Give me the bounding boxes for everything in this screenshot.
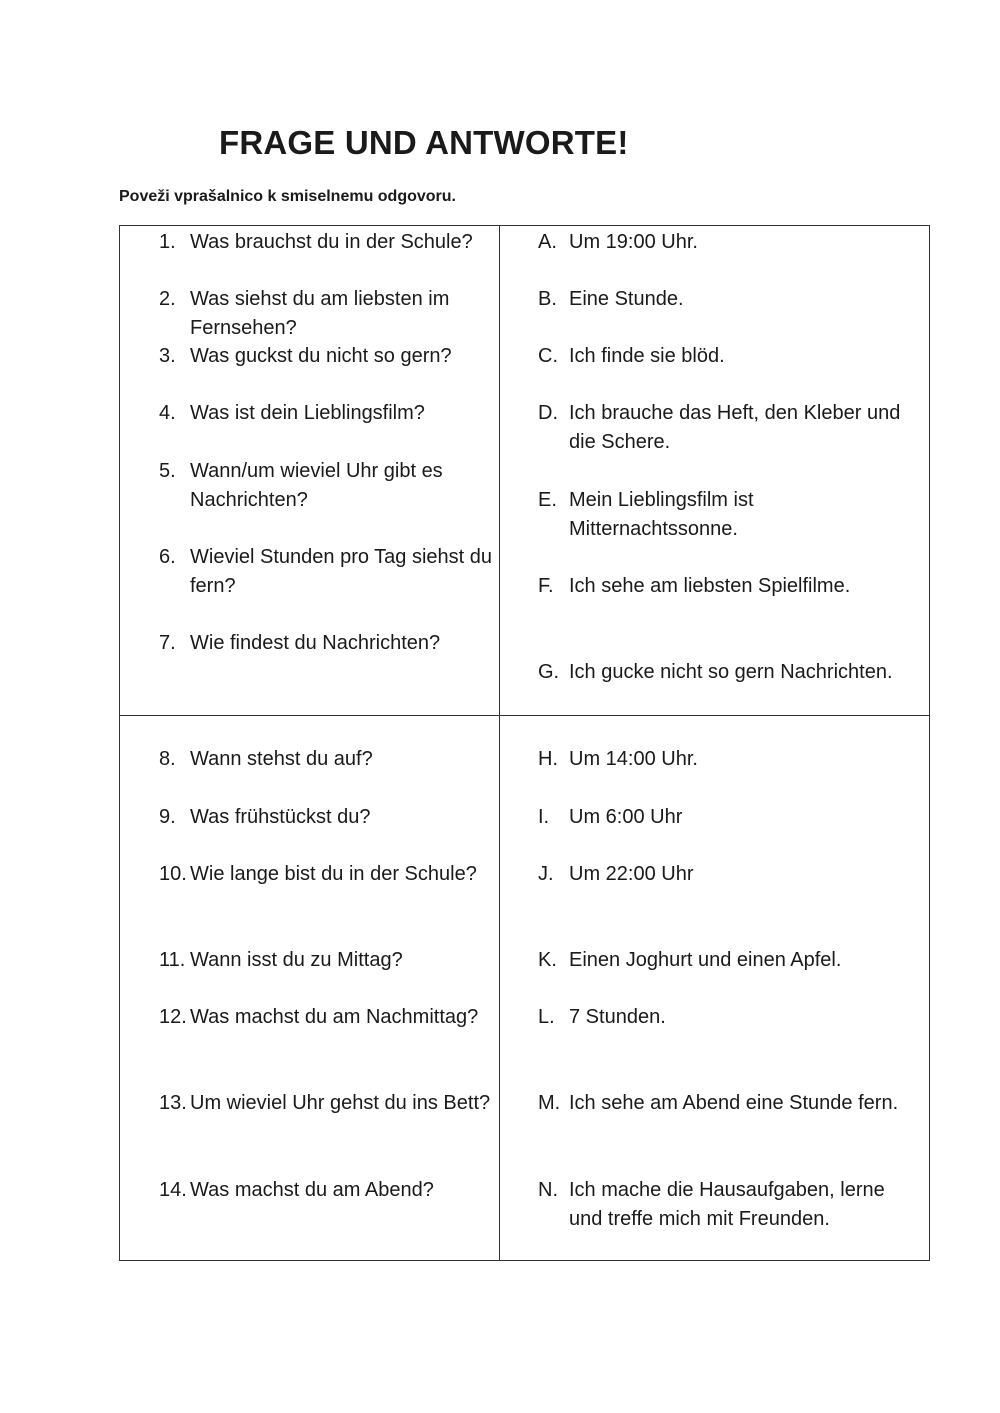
question-text: Wann isst du zu Mittag? (190, 949, 403, 971)
page-title: FRAGE UND ANTWORTE! (219, 124, 629, 161)
question-number: 4. (159, 402, 176, 424)
questions-cell-2 (120, 716, 500, 1261)
question-number: 9. (159, 806, 176, 828)
answer-item (538, 1176, 918, 1233)
question-number: 7. (159, 632, 176, 654)
answer-letter: H. (538, 748, 558, 770)
answer-item (538, 572, 918, 601)
questions-cell-1 (120, 226, 500, 716)
answer-text: Ich gucke nicht so gern Nachrichten. (569, 661, 893, 683)
question-text: Was frühstückst du? (190, 806, 371, 828)
answer-item (538, 342, 918, 371)
answer-text: Einen Joghurt und einen Apfel. (569, 949, 842, 971)
matching-table (119, 225, 930, 1261)
answer-text: Um 22:00 Uhr (569, 863, 694, 885)
question-text: Wie lange bist du in der Schule? (190, 863, 477, 885)
answer-text: Ich finde sie blöd. (569, 345, 725, 367)
answer-item (538, 1089, 918, 1118)
question-text: Was brauchst du in der Schule? (190, 231, 473, 253)
answer-item (538, 285, 918, 314)
answer-text: Um 14:00 Uhr. (569, 748, 698, 770)
answer-letter: M. (538, 1092, 561, 1114)
answer-letter: N. (538, 1179, 558, 1201)
question-item (159, 629, 499, 658)
question-item (159, 1176, 499, 1205)
block-2-row (120, 716, 930, 1261)
answer-text: Ich sehe am Abend eine Stunde fern. (569, 1092, 899, 1114)
question-number: 13. (159, 1092, 187, 1114)
answer-letter: B. (538, 288, 557, 310)
answer-item (538, 745, 918, 774)
question-text: Wieviel Stunden pro Tag siehst du fern? (190, 546, 493, 597)
answer-item (538, 228, 918, 257)
answer-letter: L. (538, 1006, 555, 1028)
question-item (159, 543, 499, 600)
answer-text: 7 Stunden. (569, 1006, 666, 1028)
answer-letter: A. (538, 231, 557, 253)
question-number: 10. (159, 863, 187, 885)
question-item (159, 399, 499, 428)
question-text: Was ist dein Lieblingsfilm? (190, 402, 425, 424)
question-text: Was machst du am Nachmittag? (190, 1006, 479, 1028)
answer-item (538, 1003, 918, 1032)
answer-item (538, 399, 918, 456)
answer-item (538, 658, 918, 687)
question-number: 3. (159, 345, 176, 367)
answer-item (538, 860, 918, 889)
question-number: 8. (159, 748, 176, 770)
answer-letter: D. (538, 402, 558, 424)
question-number: 11. (159, 949, 186, 971)
question-item (159, 745, 499, 774)
question-text: Was guckst du nicht so gern? (190, 345, 452, 367)
question-item (159, 285, 499, 342)
question-text: Wann/um wieviel Uhr gibt es Nachrichten? (190, 460, 443, 511)
question-text: Um wieviel Uhr gehst du ins Bett? (190, 1092, 491, 1114)
question-number: 2. (159, 288, 176, 310)
question-item (159, 342, 499, 371)
question-number: 5. (159, 460, 176, 482)
question-number: 12. (159, 1006, 187, 1028)
question-number: 6. (159, 546, 176, 568)
answer-letter: K. (538, 949, 557, 971)
answer-letter: J. (538, 863, 554, 885)
question-number: 14. (159, 1179, 187, 1201)
question-item (159, 457, 499, 514)
answer-text: Ich mache die Hausaufgaben, lerne und treffe mich mit Freunden. (569, 1179, 885, 1230)
question-item (159, 1003, 499, 1032)
question-item (159, 803, 499, 832)
instruction-text: Poveži vprašalnico k smiselnemu odgovoru. (119, 188, 456, 205)
answers-cell-2 (500, 716, 930, 1261)
block-1-row (120, 226, 930, 716)
answer-letter: F. (538, 575, 554, 597)
question-text: Wie findest du Nachrichten? (190, 632, 441, 654)
answer-text: Eine Stunde. (569, 288, 684, 310)
answer-text: Ich sehe am liebsten Spielfilme. (569, 575, 851, 597)
question-text: Was machst du am Abend? (190, 1179, 434, 1201)
answer-text: Mein Lieblingsfilm ist Mitternachtssonne. (569, 489, 754, 540)
question-number: 1. (159, 231, 176, 253)
question-item (159, 860, 499, 889)
answer-item (538, 486, 918, 543)
question-text: Wann stehst du auf? (190, 748, 373, 770)
answer-letter: G. (538, 661, 560, 683)
answer-letter: E. (538, 489, 557, 511)
question-item (159, 228, 499, 257)
question-item (159, 946, 499, 975)
answer-text: Ich brauche das Heft, den Kleber und die Schere. (569, 402, 901, 453)
question-text: Was siehst du am liebsten im Fernsehen? (190, 288, 450, 339)
answers-cell-1 (500, 226, 930, 716)
answer-letter: I. (538, 806, 550, 828)
answer-item (538, 946, 918, 975)
question-item (159, 1089, 499, 1118)
answer-text: Um 6:00 Uhr (569, 806, 683, 828)
answer-item (538, 803, 918, 832)
answer-letter: C. (538, 345, 558, 367)
answer-text: Um 19:00 Uhr. (569, 231, 698, 253)
